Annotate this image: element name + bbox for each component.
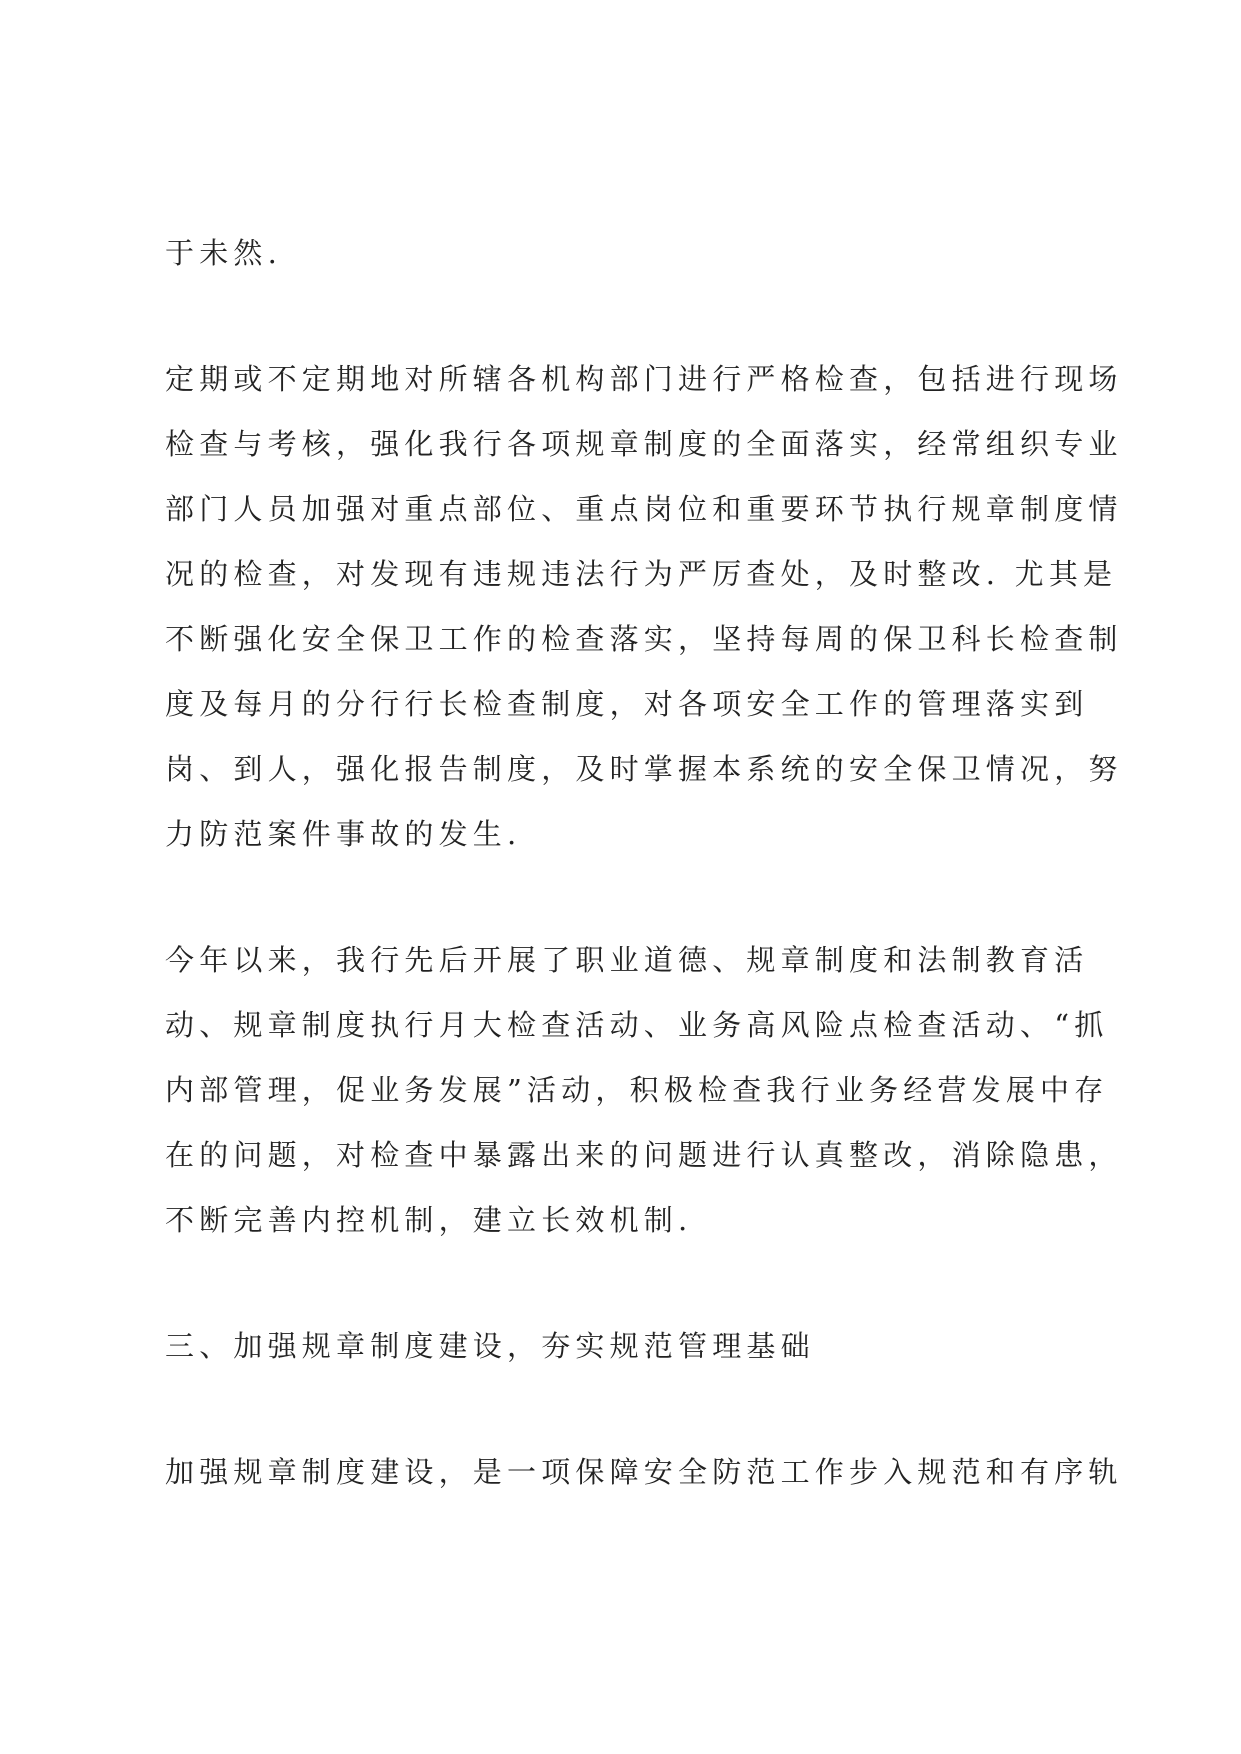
text-line: 力防范案件事故的发生.	[165, 817, 522, 851]
text-line: 况的检查，对发现有违规违法行为严厉查处，及时整改. 尤其是	[165, 557, 1118, 591]
text-line: 加强规章制度建设，是一项保障安全防范工作步入规范和有序轨	[165, 1455, 1123, 1489]
text-line: 部门人员加强对重点部位、重点岗位和重要环节执行规章制度情	[165, 492, 1123, 526]
text-line: 检查与考核，强化我行各项规章制度的全面落实，经常组织专业	[165, 427, 1123, 461]
text-line: 不断完善内控机制，建立长效机制.	[165, 1203, 693, 1237]
text-line: 今年以来，我行先后开展了职业道德、规章制度和法制教育活	[165, 943, 1089, 977]
text-line: 不断强化安全保卫工作的检查落实，坚持每周的保卫科长检查制	[165, 622, 1123, 656]
text-line: 内部管理，促业务发展”活动，积极检查我行业务经营发展中存	[165, 1073, 1109, 1107]
text-line: 岗、到人，强化报告制度，及时掌握本系统的安全保卫情况，努	[165, 752, 1123, 786]
text-line: 度及每月的分行行长检查制度，对各项安全工作的管理落实到	[165, 687, 1089, 721]
text-line: 定期或不定期地对所辖各机构部门进行严格检查，包括进行现场	[165, 362, 1123, 396]
text-line: 动、规章制度执行月大检查活动、业务高风险点检查活动、“抓	[165, 1008, 1109, 1042]
text-line: 于未然.	[165, 236, 283, 270]
text-line: 在的问题，对检查中暴露出来的问题进行认真整改，消除隐患，	[165, 1138, 1123, 1172]
section-heading: 三、加强规章制度建设，夯实规范管理基础	[165, 1329, 815, 1363]
